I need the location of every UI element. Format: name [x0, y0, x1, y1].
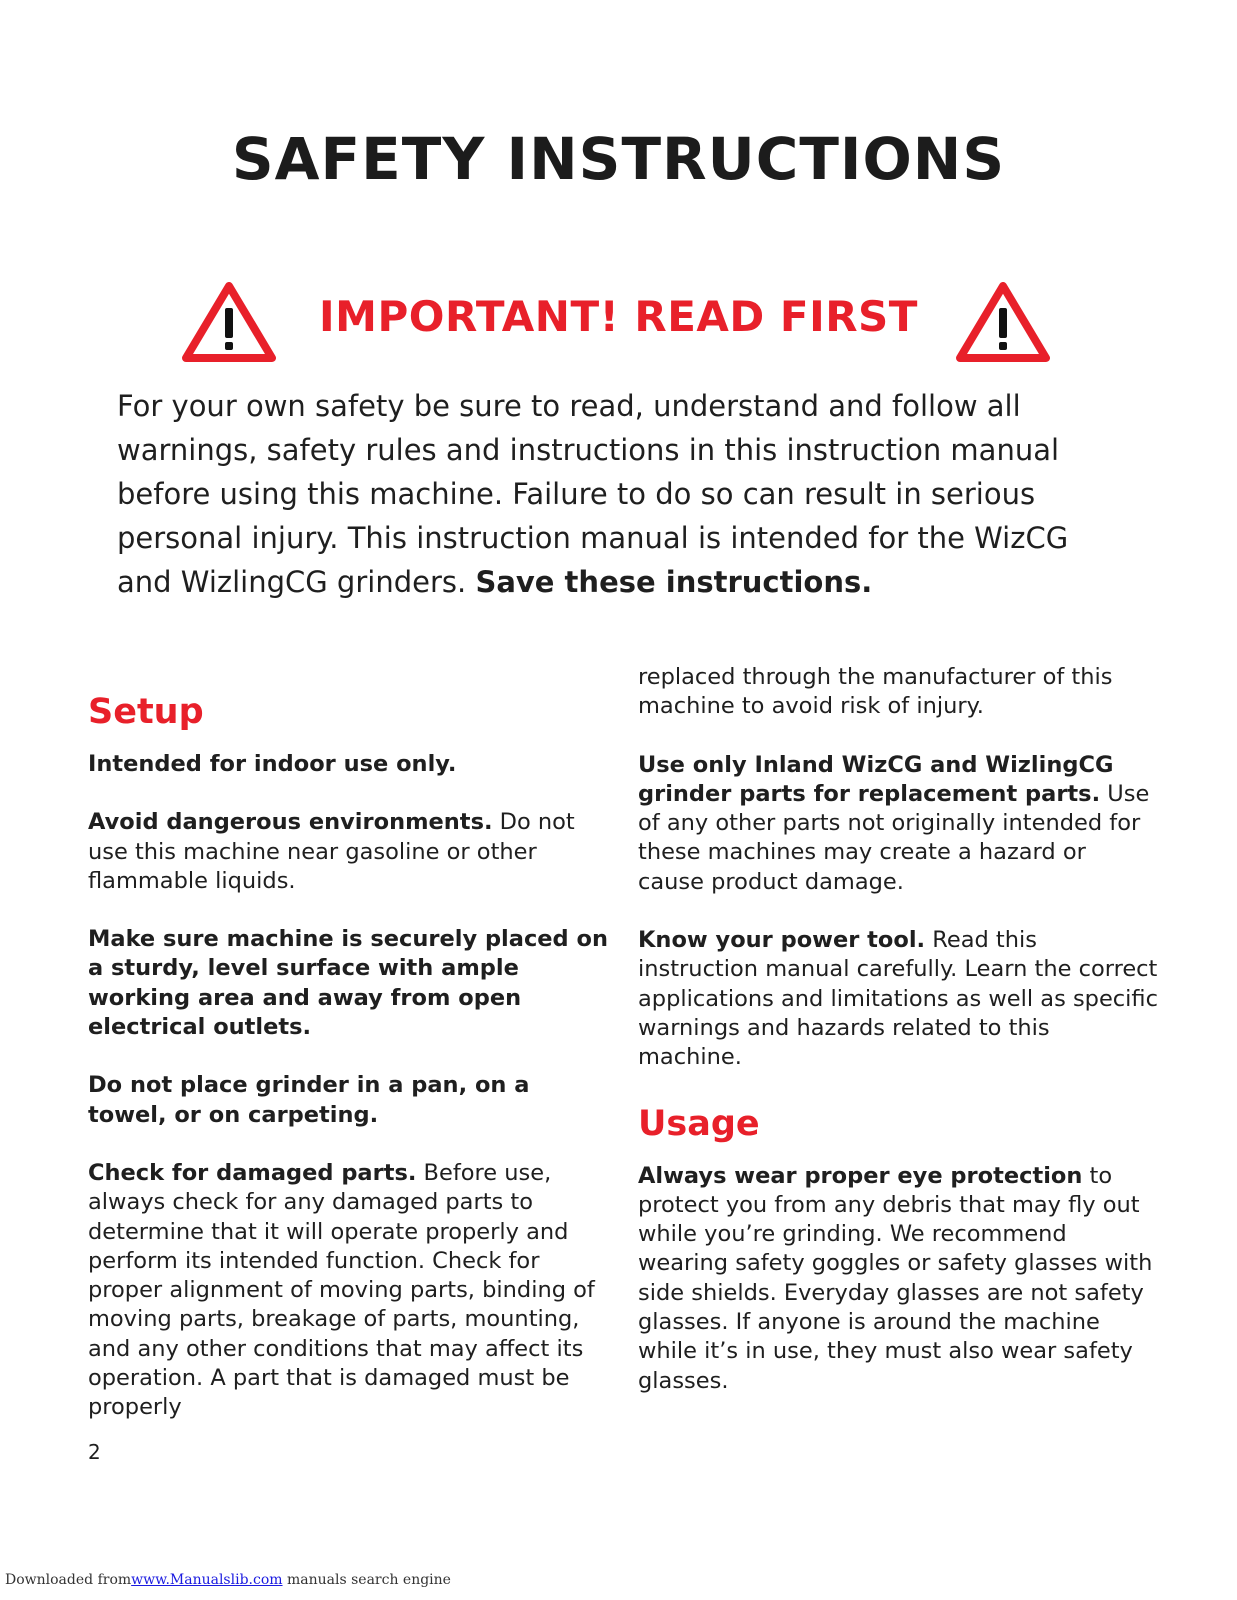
setup-heading: Setup	[88, 692, 204, 732]
setup-item: Make sure machine is securely placed on a sturdy, level surface with ample working area and away from open electrical outlets.	[88, 926, 608, 1041]
right-column	[638, 663, 1158, 1425]
setup-column	[88, 690, 608, 1452]
intro-paragraph	[117, 384, 1117, 604]
intro-text: For your own safety be sure to read, understand and follow all warnings, safety rules and instructions in this instruction manual before using this machine. Failure to do so can result in serious personal injury. This instruction manual is intended for the WizCG and WizlingCG grinders.	[117, 389, 1069, 599]
warning-triangle-icon	[956, 282, 1050, 362]
intro-save-note: Save these instructions.	[475, 565, 873, 599]
setup-item: Know your power tool. Read this instruction manual carefully. Learn the correct applications and limitations as well as specific warnings and hazards related to this machine.	[638, 927, 1158, 1071]
setup-item: Check for damaged parts. Before use, always check for any damaged parts to determine that it will operate properly and perform its intended function. Check for proper alignment of moving parts, binding of moving parts, breakage of parts, mounting, and any other conditions that may affect its operation. A part that is damaged must be properly	[88, 1159, 595, 1421]
usage-heading: Usage	[638, 1103, 760, 1144]
setup-item: Do not place grinder in a pan, on a towel, or on carpeting.	[88, 1072, 530, 1128]
setup-item: Intended for indoor use only.	[88, 751, 457, 777]
page-number: 2	[88, 1440, 101, 1464]
manualslib-link[interactable]: www.Manualslib.com	[131, 1572, 283, 1588]
usage-item: Always wear proper eye protection to protect you from any debris that may fly out while you’re grinding. We recommend wearing safety goggles or safety glasses with side shields. Everyday glasses are not safety glasses. If anyone is around the machine while it’s in use, they must also wear safety glasses.	[638, 1162, 1153, 1394]
setup-item: Use only Inland WizCG and WizlingCG grinder parts for replacement parts. Use of any other parts not originally intended for these machines may create a hazard or cause product damage.	[638, 751, 1150, 895]
continuation-text: replaced through the manufacturer of this machine to avoid risk of injury.	[638, 664, 1113, 720]
important-heading: IMPORTANT! READ FIRST	[319, 292, 918, 341]
warning-banner	[0, 282, 1237, 362]
setup-item: Avoid dangerous environments. Do not use this machine near gasoline or other flammable liquids.	[88, 809, 575, 894]
download-footer: Downloaded fromwww.Manualslib.com manuals search engine	[5, 1572, 451, 1588]
page-title: SAFETY INSTRUCTIONS	[231, 125, 1006, 193]
